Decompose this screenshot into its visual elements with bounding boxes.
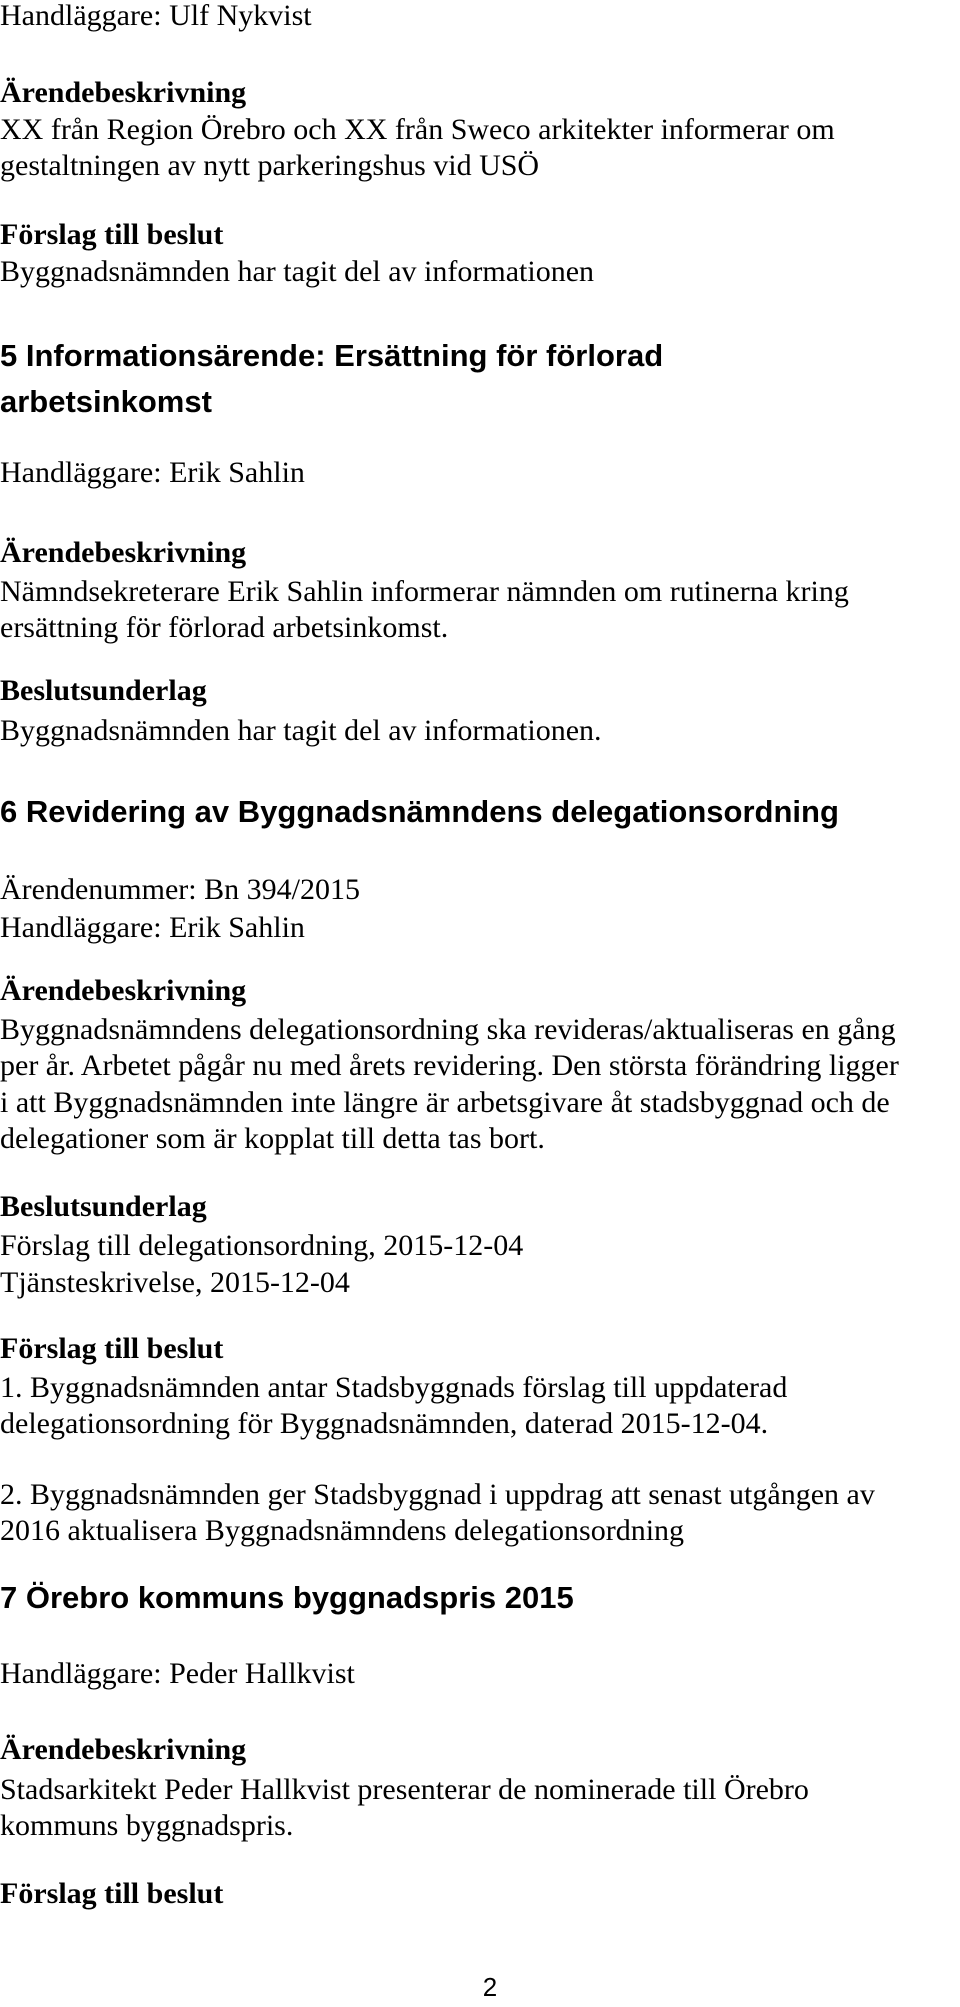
description-text: ersättning för förlorad arbetsinkomst. (0, 611, 449, 644)
case-number: Ärendenummer: Bn 394/2015 (0, 873, 360, 906)
description-text: XX från Region Örebro och XX från Sweco arkitekter informerar om (0, 113, 835, 146)
description-text: i att Byggnadsnämnden inte längre är arbetsgivare åt stadsbyggnad och de (0, 1086, 890, 1119)
description-label: Ärendebeskrivning (0, 76, 247, 109)
description-label: Ärendebeskrivning (0, 1733, 247, 1766)
section-heading: 6 Revidering av Byggnadsnämndens delegationsordning (0, 794, 839, 829)
description-text: Byggnadsnämndens delegationsordning ska revideras/aktualiseras en gång (0, 1013, 896, 1046)
description-text: kommuns byggnadspris. (0, 1809, 294, 1842)
basis-text: Tjänsteskrivelse, 2015-12-04 (0, 1266, 350, 1299)
decision-text: Byggnadsnämnden har tagit del av informationen (0, 255, 595, 288)
basis-label: Beslutsunderlag (0, 1190, 207, 1223)
decision-text: delegationsordning för Byggnadsnämnden, daterad 2015-12-04. (0, 1407, 769, 1440)
description-label: Ärendebeskrivning (0, 536, 247, 569)
description-text: gestaltningen av nytt parkeringshus vid USÖ (0, 149, 540, 182)
description-text: delegationer som är kopplat till detta tas bort. (0, 1122, 545, 1155)
description-label: Ärendebeskrivning (0, 974, 247, 1007)
handler-line: Handläggare: Peder Hallkvist (0, 1657, 355, 1690)
handler-line: Handläggare: Erik Sahlin (0, 911, 305, 944)
basis-text: Byggnadsnämnden har tagit del av informationen. (0, 714, 602, 747)
decision-label: Förslag till beslut (0, 1332, 224, 1365)
description-text: Stadsarkitekt Peder Hallkvist presenterar de nominerade till Örebro (0, 1773, 809, 1806)
description-text: per år. Arbetet pågår nu med årets revidering. Den största förändring ligger (0, 1049, 899, 1082)
decision-label: Förslag till beslut (0, 218, 224, 251)
decision-text: 1. Byggnadsnämnden antar Stadsbyggnads förslag till uppdaterad (0, 1371, 788, 1404)
description-text: Nämndsekreterare Erik Sahlin informerar nämnden om rutinerna kring (0, 575, 849, 608)
basis-label: Beslutsunderlag (0, 674, 207, 707)
section-heading: arbetsinkomst (0, 384, 212, 419)
section-heading: 7 Örebro kommuns byggnadspris 2015 (0, 1580, 574, 1615)
section-heading: 5 Informationsärende: Ersättning för förlorad (0, 338, 664, 373)
page-number: 2 (482, 1972, 498, 2002)
decision-label: Förslag till beslut (0, 1877, 224, 1910)
decision-text: 2. Byggnadsnämnden ger Stadsbyggnad i uppdrag att senast utgången av (0, 1478, 875, 1511)
basis-text: Förslag till delegationsordning, 2015-12-04 (0, 1229, 524, 1262)
handler-line: Handläggare: Ulf Nykvist (0, 0, 312, 32)
handler-line: Handläggare: Erik Sahlin (0, 456, 305, 489)
decision-text: 2016 aktualisera Byggnadsnämndens delegationsordning (0, 1514, 685, 1547)
